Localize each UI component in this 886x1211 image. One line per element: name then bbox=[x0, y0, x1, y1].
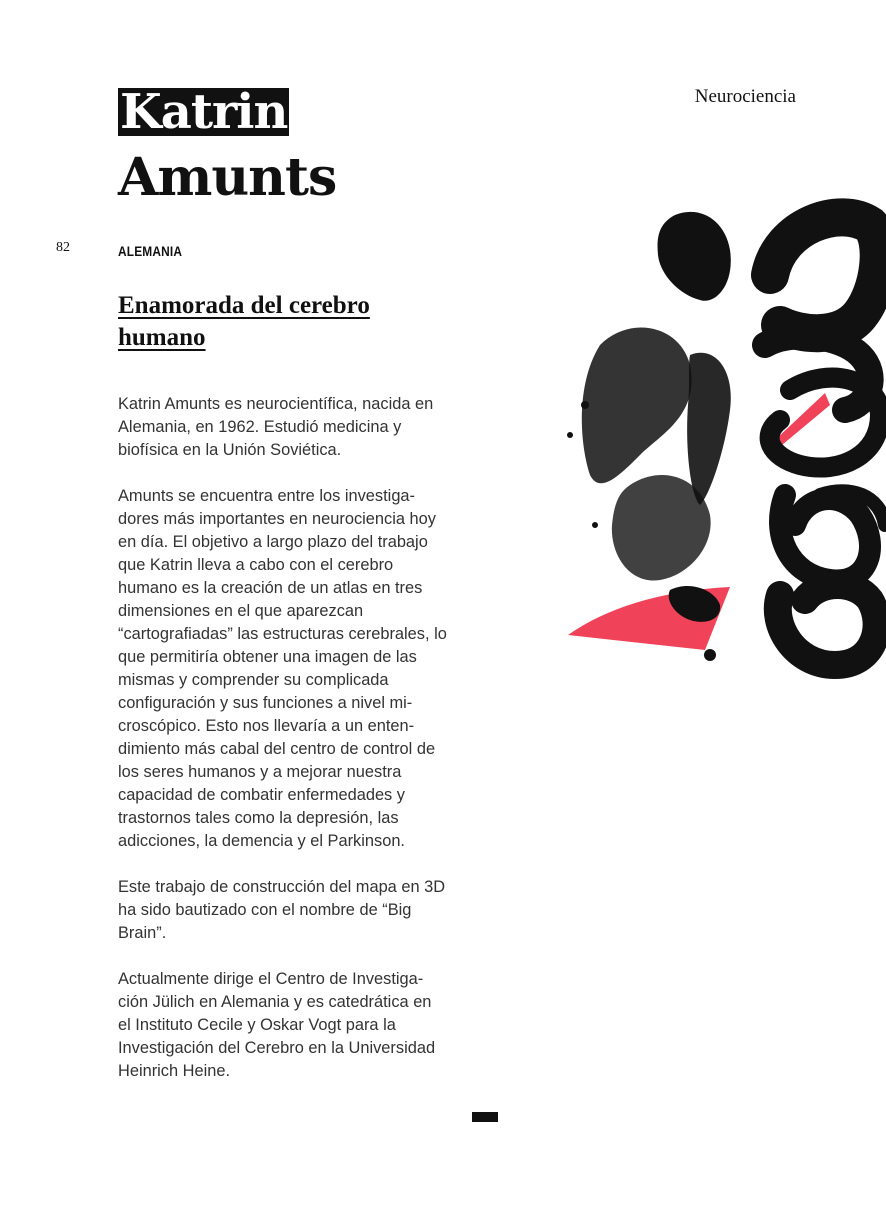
body-paragraph: Este trabajo de construcción del mapa en 3D ha sido bautizado con el nombre de “Big Brain”. bbox=[118, 878, 446, 942]
left-splatter bbox=[567, 212, 731, 661]
body-paragraph: Katrin Amunts es neurocientífica, nacida en Alemania, en 1962. Estudió medicina y biofísica en la Unión Soviética. bbox=[118, 395, 434, 459]
brain-ink-illustration bbox=[540, 195, 886, 685]
page-number: 82 bbox=[56, 240, 70, 255]
article-body bbox=[118, 393, 448, 1106]
body-paragraph: Amunts se encuentra entre los investiga-dores más importantes en neurociencia hoy en día. El objetivo a largo plazo del trabajo que Katrin lleva a cabo con el cerebro humano es la creación de un atlas en tres dimensiones en el que aparezcan “cartografiadas” las estructuras cerebrales, lo que permitiría obtener una imagen de las mismas y comprender su complicada configuración y sus funciones a nivel mi-croscópico. Esto nos llevaría a un enten-dimiento más cabal del centro de control de los seres humanos y a mejorar nuestra capacidad de combatir enfermedades y trastornos tales como la depresión, las adicciones, la demencia y el Parkinson. bbox=[118, 487, 447, 850]
body-paragraph: Actualmente dirige el Centro de Investiga-ción Jülich en Alemania y es catedrática en el Instituto Cecile y Oskar Vogt para la Investigación del Cerebro en la Universidad Heinrich Heine. bbox=[118, 970, 436, 1080]
page-footer-mark bbox=[472, 1112, 498, 1122]
name-last: Amunts bbox=[118, 147, 337, 208]
article-subtitle: Enamorada del cerebro humano bbox=[118, 292, 370, 351]
section-label: Neurociencia bbox=[694, 86, 796, 107]
country-label: ALEMANIA bbox=[118, 243, 183, 259]
name-first-highlight: Katrin bbox=[120, 84, 288, 140]
